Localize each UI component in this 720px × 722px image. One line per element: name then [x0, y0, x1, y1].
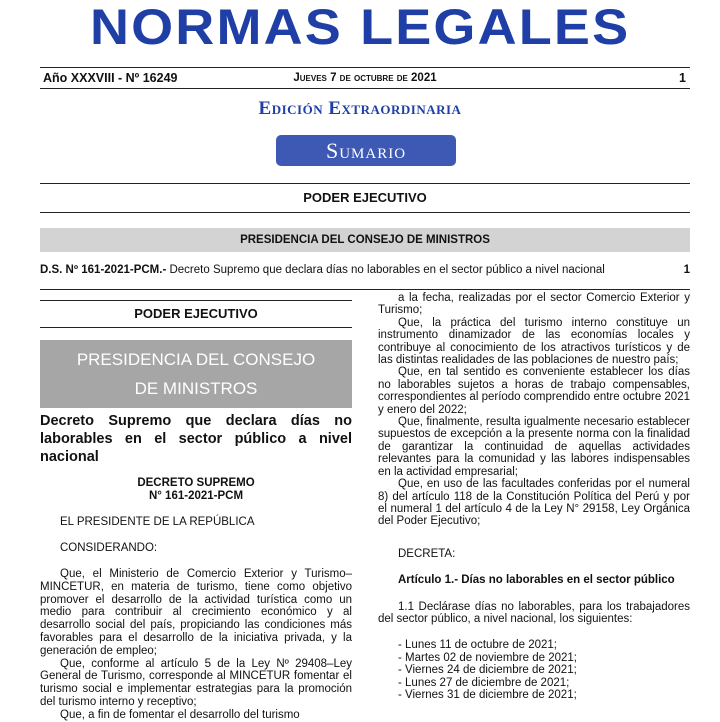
institution-box	[40, 340, 352, 408]
paragraph: Que, a fin de fomentar el desarrollo del turismo	[60, 708, 300, 721]
decree-label: DECRETO SUPREMO	[137, 477, 255, 489]
column-section-header: PODER EJECUTIVO	[40, 300, 352, 328]
date-list	[378, 639, 690, 702]
list-item: - Viernes 31 de diciembre de 2021;	[398, 689, 577, 702]
considerando-line	[40, 542, 352, 555]
decree-title: Decreto Supremo que declara días no laborables en el sector público a nivel nacional	[40, 413, 352, 465]
issue-number: Año XXXVIII - Nº 16249	[43, 71, 178, 85]
paragraph: Que, la práctica del turismo interno constituye un instrumento dinamizador de las economías locales y contribuye al conocimiento de los atractivos turísticos y de las distintas realidades de las poblaciones de nuestro país;	[378, 316, 690, 367]
summary-section-header: PODER EJECUTIVO	[40, 183, 690, 213]
institution-line-2: DE MINISTROS	[134, 379, 258, 398]
institution-line-1: PRESIDENCIA DEL CONSEJO	[76, 350, 316, 369]
page-number: 1	[679, 71, 686, 85]
paragraph: Que, en uso de las facultades conferidas por el numeral 8) del artículo 118 de la Constitución Política del Perú y por el numeral 1 del artículo 4 de la Ley N° 29158, Ley Orgánica del Poder Ejecutivo;	[378, 478, 690, 528]
article-paragraph: 1.1 Declárase días no laborables, para los trabajadores del sector público, a nivel nacional, los siguientes:	[378, 600, 690, 625]
issue-date: Jueves 7 de octubre de 2021	[293, 72, 437, 84]
masthead	[0, 0, 720, 58]
article-title: Artículo 1.- Días no laborables en el sector público	[398, 574, 675, 587]
sumario-badge: Sumario	[276, 135, 456, 166]
right-body	[378, 292, 690, 702]
divider	[40, 289, 690, 290]
paragraph: a la fecha, realizadas por el sector Comercio Exterior y Turismo;	[378, 292, 690, 317]
summary-entry-page: 1	[683, 264, 690, 276]
president-line	[40, 516, 352, 529]
summary-subsection-header: PRESIDENCIA DEL CONSEJO DE MINISTROS	[40, 228, 690, 252]
list-item: - Martes 02 de noviembre de 2021;	[398, 651, 577, 664]
publication-title: NORMAS LEGALES	[89, 0, 631, 55]
issue-bar	[40, 67, 690, 89]
summary-entry-code: D.S. Nº 161-2021-PCM.-	[40, 264, 167, 276]
left-body	[40, 568, 352, 722]
summary-entry-text: Decreto Supremo que declara días no laborables en el sector público a nivel nacional	[166, 264, 605, 276]
list-item: - Lunes 27 de diciembre de 2021;	[398, 676, 570, 689]
paragraph: Que, el Ministerio de Comercio Exterior y Turismo–MINCETUR, en materia de turismo, tiene como objetivo promover el desarrollo de la actividad turística como un medio para contribuir al crecimiento económico y al desarrollo social del país, propiciando las condiciones más favorables para el desarrollo de la iniciativa privada, y la generación de empleo;	[40, 568, 352, 657]
summary-entry[interactable]	[40, 262, 690, 278]
considerando-text: CONSIDERANDO:	[60, 542, 158, 554]
president-text: EL PRESIDENTE DE LA REPÚBLICA	[60, 516, 255, 528]
paragraph: Que, conforme al artículo 5 de la Ley Nº 29408–Ley General de Turismo, corresponde al MINCETUR fomentar el turismo social e implementar estrategias para la promoción del turismo interno y receptivo;	[40, 657, 352, 708]
decreta-label: DECRETA:	[398, 547, 456, 560]
paragraph: Que, finalmente, resulta igualmente necesario establecer supuestos de excepción a la presente norma con la finalidad de garantizar la continuidad de aquellas actividades relevantes para la comunidad y las labores indispensables en la actividad empresarial;	[378, 416, 690, 478]
list-item: - Lunes 11 de octubre de 2021;	[398, 639, 557, 652]
edition-label: Edición Extraordinaria	[258, 98, 462, 119]
decree-heading	[40, 477, 352, 503]
decree-number: N° 161-2021-PCM	[148, 490, 244, 502]
paragraph: Que, en tal sentido es conveniente establecer los días no laborables sujetos a horas de trabajo compensables, correspondientes al período comprendido entre octubre 2021 y enero del 2022;	[378, 366, 690, 416]
list-item: - Viernes 24 de diciembre de 2021;	[398, 664, 577, 677]
